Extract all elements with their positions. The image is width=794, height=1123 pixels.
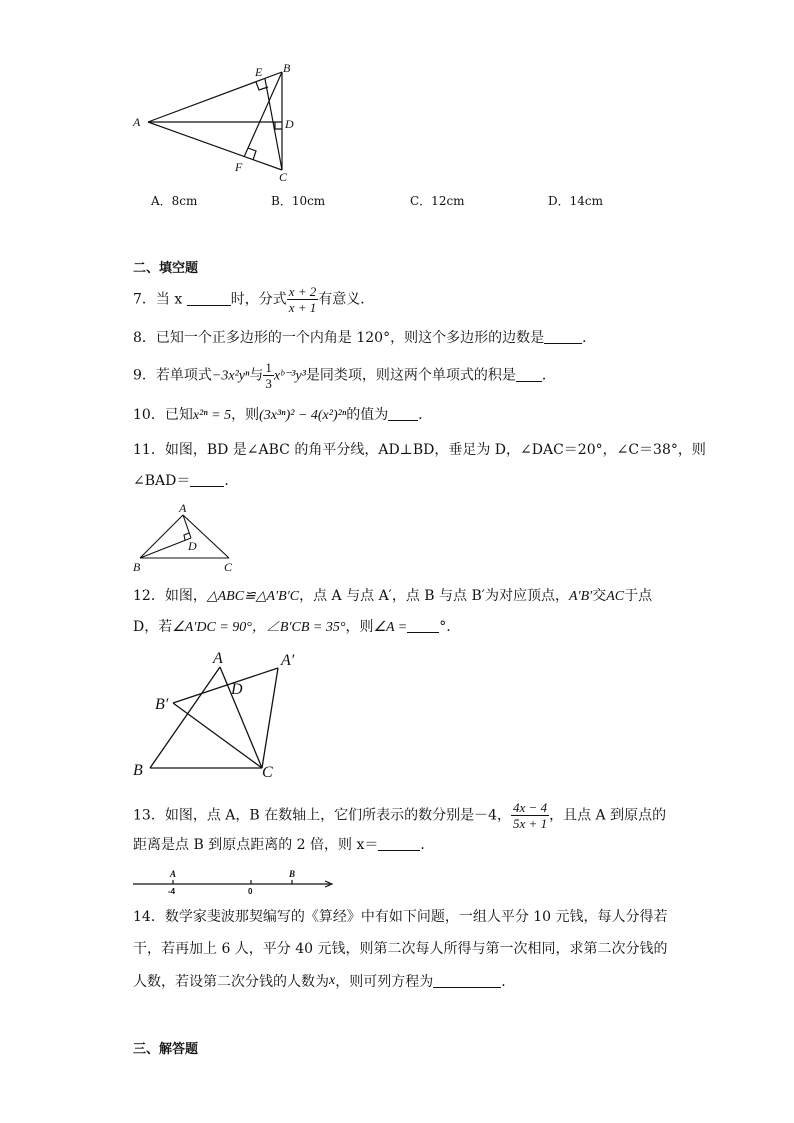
q14-line3-suffix: ，则可列方程为: [335, 974, 434, 990]
q9-denominator: 3: [265, 376, 272, 391]
q7-blank: [187, 291, 231, 306]
label-a: A: [133, 115, 141, 129]
question-14-line-2: 干，若再加上 6 人，平分 40 元钱，则第二次每人所得与第一次相同，求第二次分钱的: [133, 941, 668, 957]
number-line-label-neg4: -4: [168, 887, 176, 896]
right-angle-d: [275, 122, 282, 129]
q9-monomial-1: −3x²yⁿ: [211, 368, 250, 384]
q12-segment-2: AC: [606, 589, 625, 604]
q11-segment-ab: [140, 515, 183, 558]
q12-label-a: A: [213, 650, 223, 667]
question-9: [133, 360, 556, 391]
q6-option-d: D．14cm: [548, 194, 603, 208]
q12-line2-prefix: D，若: [133, 619, 173, 635]
q13-line2: 距离是点 B 到原点距离的 2 倍，则 x＝: [133, 837, 379, 853]
label-f: F: [235, 160, 243, 174]
question-12-line-1: [133, 586, 652, 607]
q12-line2-mid: ，则: [345, 619, 374, 635]
q13-denominator: 5x + 1: [513, 816, 548, 831]
q8-text: 8．已知一个正多边形的一个内角是 120°，则这个多边形的边数是: [133, 330, 545, 346]
question-7: [133, 284, 374, 315]
q8-blank: [544, 329, 582, 344]
question-11-line-2: [133, 471, 229, 491]
q12-cross: 交: [592, 588, 607, 604]
question-13-line-2: [133, 835, 434, 855]
q12-line1-end: 于点: [624, 588, 653, 604]
question-13-line-1: [133, 800, 666, 831]
q7-prefix: 7．当 x: [133, 291, 183, 308]
q12-segment-a2c: [262, 668, 278, 768]
q7-denominator: x + 1: [288, 300, 317, 315]
q12-blank: [407, 618, 439, 633]
q14-end: ．: [501, 974, 516, 990]
q6-option-a: A．8cm: [151, 194, 198, 208]
label-c: C: [279, 170, 288, 184]
q13-end: ．: [420, 837, 435, 853]
section-2-title: 二、填空题: [133, 261, 199, 276]
q11-label-c: C: [224, 560, 233, 574]
q11-label-a: A: [179, 501, 187, 515]
q7-fraction: [287, 284, 319, 315]
q13-numerator: 4x − 4: [513, 800, 548, 815]
q10-mid: ，则: [231, 407, 260, 423]
q13-fraction: [511, 800, 549, 831]
q13-suffix: ，且点 A 到原点的: [549, 807, 667, 824]
q9-and: 与: [249, 367, 264, 384]
number-line-label-a: A: [170, 869, 177, 879]
q9-end: ．: [541, 367, 556, 384]
q10-blank: [388, 406, 418, 421]
q7-numerator: x + 2: [288, 284, 317, 299]
q12-condition: ∠A′DC = 90°，∠B′CB = 35°: [172, 620, 346, 635]
q6-option-c: C．12cm: [410, 194, 465, 208]
q7-mid: 时，分式: [230, 291, 287, 308]
question-11-line-1: 11．如图，BD 是∠ABC 的角平分线，AD⊥BD，垂足为 D，∠DAC＝20°，∠C＝38°，则: [133, 442, 706, 458]
q13-blank: [378, 836, 420, 851]
q14-variable: x: [329, 973, 336, 988]
question-14-line-3: [133, 971, 515, 992]
q10-end: ．: [418, 407, 433, 423]
q12-label-b: B: [133, 762, 143, 779]
question-10: [133, 405, 432, 426]
q7-suffix: 有意义．: [318, 291, 375, 308]
number-line-label-zero: 0: [248, 887, 253, 896]
q11-end: .: [224, 473, 229, 489]
q13-prefix: 13．如图，点 A，B 在数轴上，它们所表示的数分别是－4，: [133, 807, 512, 824]
question-8: [133, 328, 596, 348]
label-d: D: [285, 117, 294, 131]
q12-label-d: D: [231, 681, 243, 698]
q12-prefix: 12．如图，: [133, 588, 207, 604]
section-3-title: 三、解答题: [133, 1042, 199, 1057]
q11-label-d: D: [188, 539, 197, 553]
label-e: E: [255, 65, 263, 79]
q10-suffix: 的值为: [346, 407, 389, 423]
segment-ac: [148, 122, 282, 170]
question-12-line-2: [133, 617, 451, 638]
q10-prefix: 10．已知: [133, 407, 193, 423]
q12-label-c: C: [262, 764, 273, 781]
q14-blank: [433, 973, 501, 988]
q12-segment-a2b2: [173, 668, 278, 703]
question-14-line-1: 14．数学家斐波那契编写的《算经》中有如下问题，一组人平分 10 元钱，每人分得若: [133, 909, 668, 925]
q6-option-b: B．10cm: [271, 194, 326, 208]
q10-expression: (3x³ⁿ)² − 4(x²)²ⁿ: [259, 408, 347, 423]
q11-segment-bd: [140, 538, 191, 558]
q9-fraction: [263, 360, 274, 391]
q12-congruence: △ABC≌△A′B′C: [206, 589, 300, 604]
q9-mid: 是同类项，则这两个单项式的积是: [305, 367, 516, 384]
number-line-label-b: B: [289, 869, 296, 879]
q8-end: ．: [582, 330, 597, 346]
q12-label-b-prime: B′: [155, 696, 169, 713]
label-b: B: [283, 61, 291, 75]
q9-numerator: 1: [265, 360, 272, 375]
q12-segment-ab: [150, 667, 220, 768]
q14-line3-prefix: 人数，若设第二次分钱的人数为: [133, 974, 329, 990]
q10-condition: x²ⁿ = 5: [192, 408, 232, 423]
q12-segment-1: A′B′: [568, 589, 593, 604]
q9-monomial-2: xᵇ⁻³y³: [273, 368, 306, 384]
q11-ask: ∠BAD＝: [133, 473, 191, 489]
q9-blank: [516, 367, 542, 382]
q11-label-b: B: [133, 560, 141, 574]
q12-line1-mid: ，点 A 与点 A′，点 B 与点 B′为对应顶点，: [299, 588, 569, 604]
q12-end: °.: [439, 619, 451, 635]
q12-label-a-prime: A′: [281, 652, 295, 669]
q11-blank: [190, 472, 224, 487]
q9-prefix: 9．若单项式: [133, 367, 212, 384]
q12-ask: ∠A =: [373, 620, 408, 635]
